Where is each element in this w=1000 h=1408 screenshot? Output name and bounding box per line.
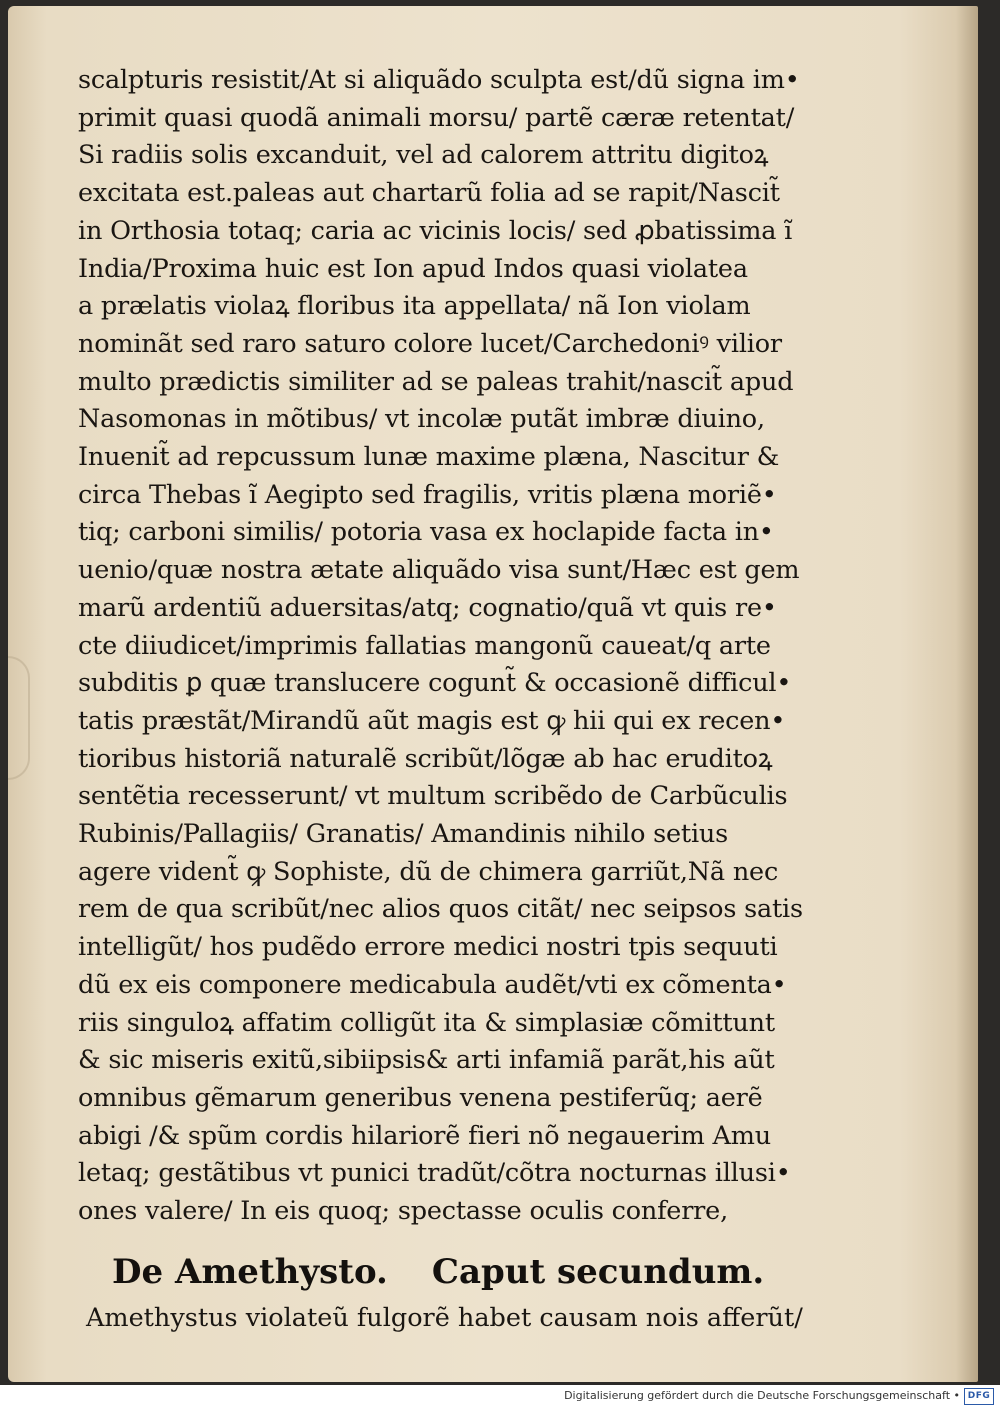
text-line: excitata est.paleas aut chartarũ folia ad se rapit/Nascit̃ (78, 178, 780, 209)
text-line: in Orthosia totaq; caria ac vicinis locis/ sed ꝓbatissima ĩ (78, 215, 793, 246)
funding-credit: Digitalisierung gefördert durch die Deutsche Forschungsgemeinschaft • (564, 1389, 960, 1402)
text-line: sentẽtia recesserunt/ vt multum scribẽdo de Carbũculis (78, 781, 788, 812)
text-line: uenio/quæ nostra ætate aliquãdo visa sunt/Hæc est gem (78, 555, 800, 586)
text-line: agere vident̃ ꝙ Sophiste, dũ de chimera garriũt,Nã nec (78, 856, 779, 887)
chapter-title: De Amethysto. (112, 1252, 388, 1292)
body-text (78, 62, 878, 1231)
text-line: Rubinis/Pallagiis/ Granatis/ Amandinis nihilo setius (78, 819, 729, 850)
text-line: Nasomonas in mõtibus/ vt incolæ putãt imbræ diuino, (78, 404, 765, 435)
text-line: omnibus gẽmarum generibus venena pestiferũq; aerẽ (78, 1082, 763, 1113)
text-line: subditis ꝑ quæ translucere cogunt̃ & occasionẽ difficul• (78, 668, 792, 699)
text-line: ones valere/ In eis quoq; spectasse oculis conferre, (78, 1196, 728, 1227)
text-line: intelligũt/ hos pudẽdo errore medici nostri tpis sequuti (78, 932, 778, 963)
text-line: primit quasi quodã animali morsu/ partẽ cæræ retentat/ (78, 102, 795, 133)
text-line: scalpturis resistit/At si aliquãdo sculpta est/dũ signa im• (78, 65, 800, 95)
page-edge-shadow (8, 656, 30, 780)
text-line: Inuenit̃ ad repcussum lunæ maxime plæna, Nascitur & (78, 442, 780, 473)
page-gutter-shadow (956, 6, 978, 1382)
footer-bar (0, 1385, 1000, 1408)
chapter-number: Caput secundum. (431, 1252, 765, 1292)
text-line: Si radiis solis excanduit, vel ad calorem attritu digitoꝝ (78, 140, 769, 171)
text-line: letaq; gestãtibus vt punici tradũt/cõtra nocturnas illusi• (78, 1158, 791, 1189)
text-line: & sic miseris exitũ,sibiipsis& arti infamiã parãt,his aũt (78, 1045, 775, 1076)
text-line: circa Thebas ĩ Aegipto sed fragilis, vritis plæna moriẽ• (78, 479, 777, 510)
chapter-heading (112, 1252, 872, 1292)
text-line: nominãt sed raro saturo colore lucet/Carchedoniꝰ vilior (78, 328, 782, 359)
text-line: multo prædictis similiter ad se paleas trahit/nascit̃ apud (78, 366, 794, 397)
text-line: tatis præstãt/Mirandũ aũt magis est ꝙ hii qui ex recen• (78, 705, 786, 736)
text-line: marũ ardentiũ aduersitas/atq; cognatio/quã vt quis re• (78, 592, 777, 623)
text-line: cte diiudicet/imprimis fallatias mangonũ caueat/q arte (78, 630, 771, 661)
text-line: rem de qua scribũt/nec alios quos citãt/ nec seipsos satis (78, 894, 803, 925)
chapter-first-line: Amethystus violateũ fulgorẽ habet causam nois afferũt/ (86, 1303, 803, 1333)
text-line: India/Proxima huic est Ion apud Indos quasi violatea (78, 253, 748, 284)
text-line: riis singuloꝝ affatim colligũt ita & simplasiæ cõmittunt (78, 1007, 775, 1038)
text-line: a prælatis violaꝝ floribus ita appellata/ nã Ion violam (78, 291, 751, 322)
text-line: abigi /& spũm cordis hilariorẽ fieri nõ negauerim Amu (78, 1120, 771, 1151)
text-line: dũ ex eis componere medicabula audẽt/vti ex cõmenta• (78, 969, 787, 1000)
text-line: tioribus historiã naturalẽ scribũt/lõgæ ab hac eruditoꝝ (78, 743, 773, 774)
text-line: tiq; carboni similis/ potoria vasa ex hoclapide facta in• (78, 517, 774, 548)
dfg-logo: DFG (964, 1388, 994, 1405)
